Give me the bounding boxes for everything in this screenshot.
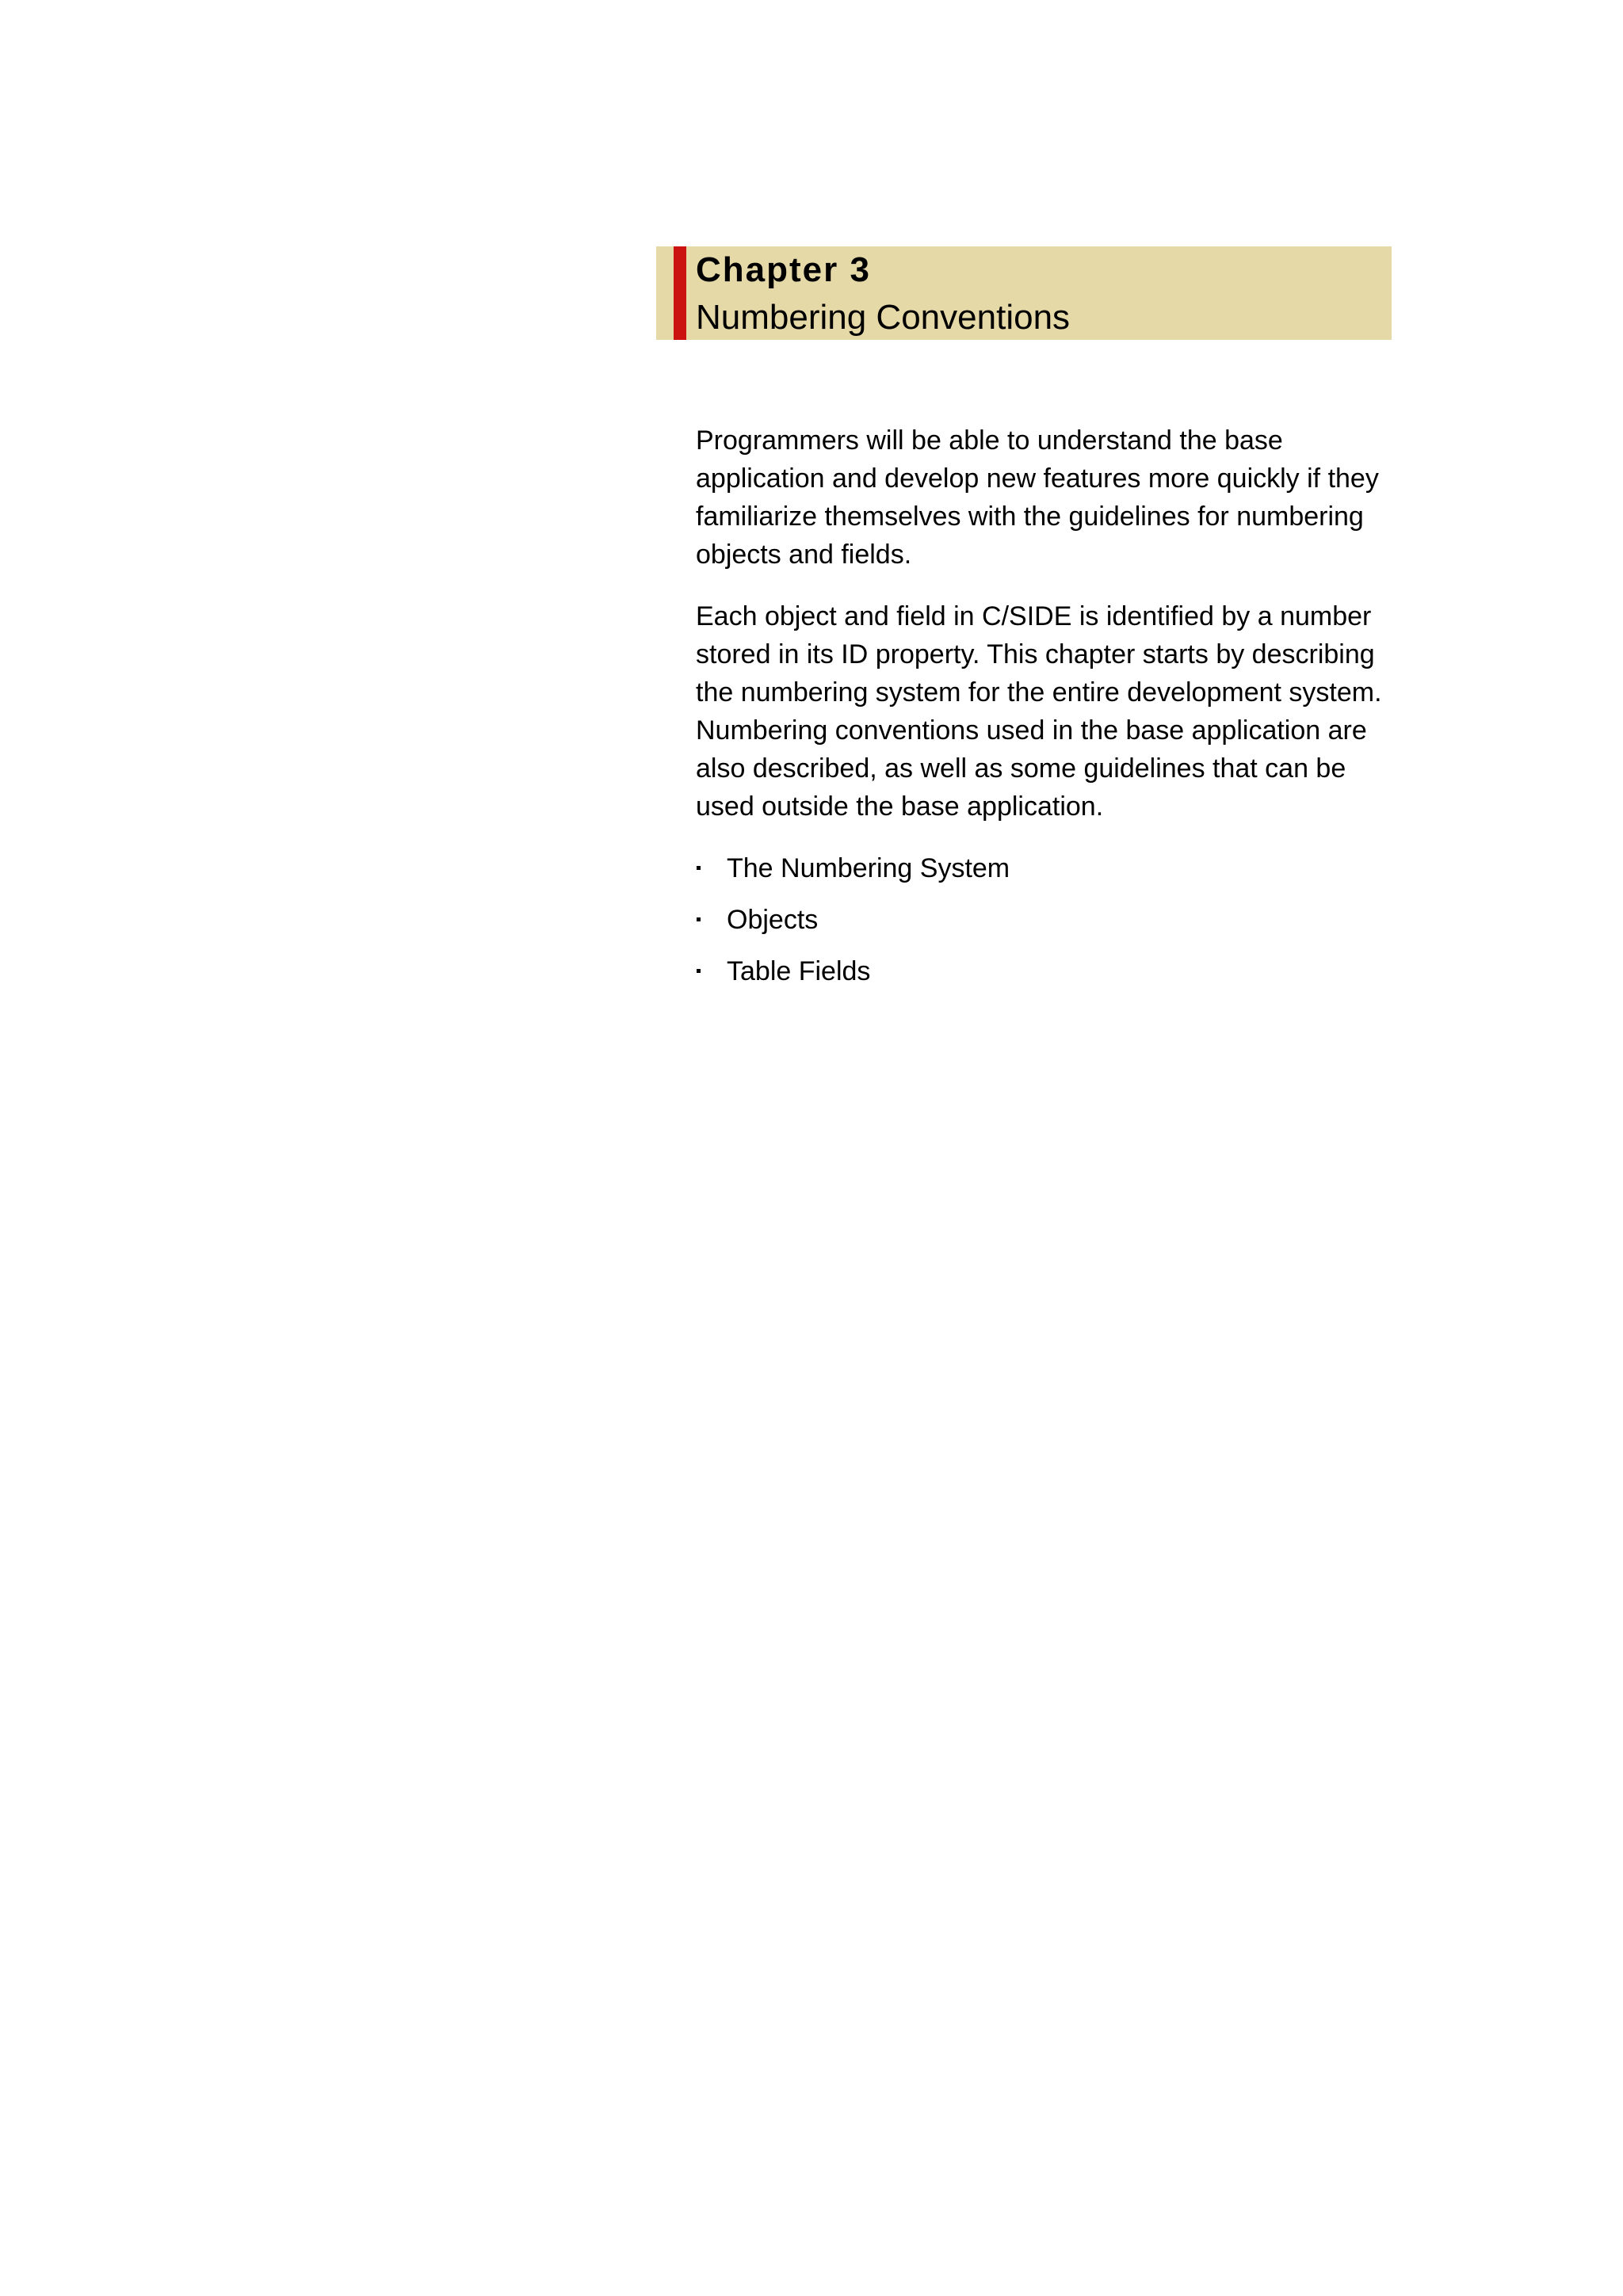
topic-label: Table Fields (727, 956, 871, 986)
list-item (696, 952, 1393, 990)
topic-label: The Numbering System (727, 853, 1010, 883)
bullet-icon (697, 969, 701, 973)
chapter-intro (696, 421, 1393, 1004)
bullet-icon (697, 917, 701, 921)
chapter-accent-bar (674, 246, 686, 340)
intro-paragraph: Each object and field in C/SIDE is identified by a number stored in its ID property. This chapter starts by describing the numbering system for the entire development system. Numbering conventions used in the base application are also described, as well as some guidelines that can be used outside the base application. (696, 601, 1382, 822)
chapter-title: Numbering Conventions (696, 298, 1071, 337)
topic-list (696, 849, 1393, 990)
list-item (696, 901, 1393, 939)
chapter-number: Chapter 3 (696, 250, 871, 289)
chapter-banner (656, 246, 1392, 340)
intro-paragraph: Programmers will be able to understand the base application and develop new features more quickly if they familiarize themselves with the guidelines for numbering objects and fields. (696, 425, 1379, 570)
topic-label: Objects (727, 905, 819, 935)
list-item (696, 849, 1393, 887)
bullet-icon (697, 866, 701, 870)
